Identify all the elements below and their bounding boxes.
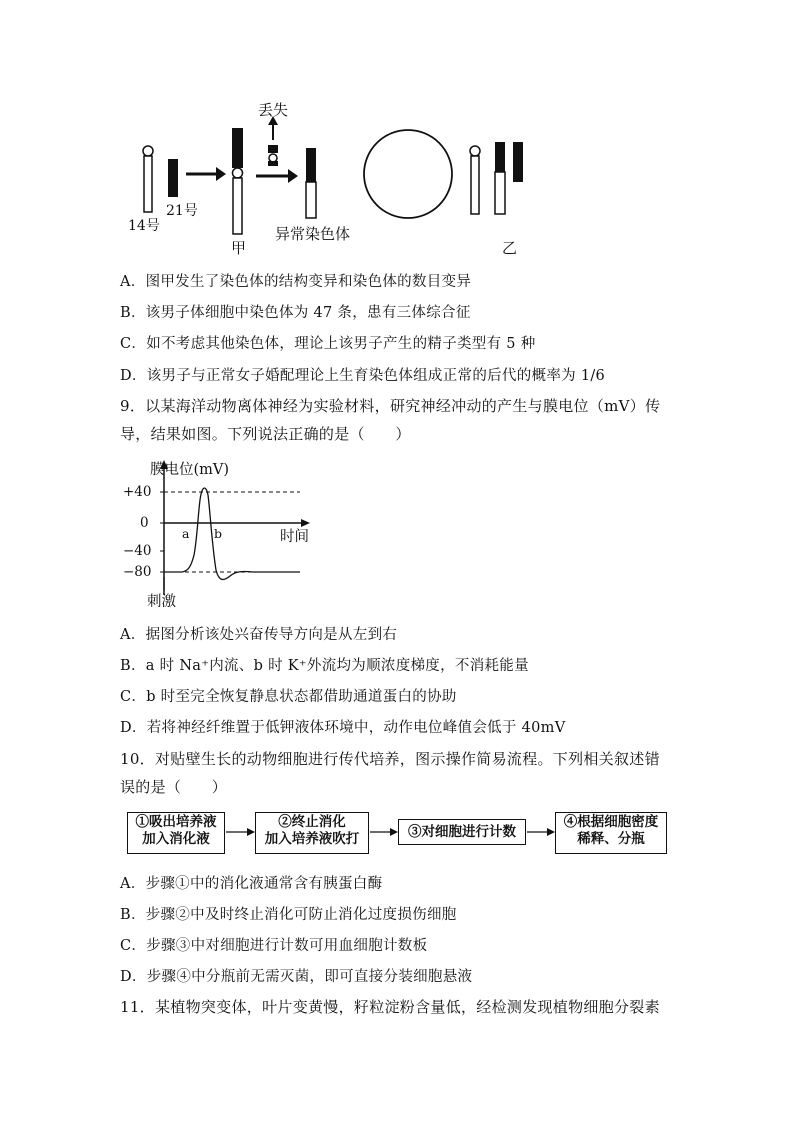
arrow-right-icon bbox=[256, 169, 298, 183]
arrow-right-icon bbox=[226, 828, 255, 836]
lost-fragment bbox=[268, 116, 278, 166]
q10-option-b: B．步骤②中及时终止消化可防止消化过度损伤细胞 bbox=[120, 907, 457, 923]
chromosome-21 bbox=[168, 159, 178, 197]
flow-step-2: ②终止消化 加入培养液吹打 bbox=[255, 812, 369, 854]
q9-stem-line1: 9．以某海洋动物离体神经为实验材料，研究神经冲动的产生与膜电位（mV）传 bbox=[120, 397, 661, 415]
label-jia: 甲 bbox=[231, 239, 247, 257]
tick-0: 0 bbox=[140, 515, 149, 531]
chart-stimulus-label: 刺激 bbox=[147, 594, 176, 610]
chart-ylabel: 膜电位(mV) bbox=[150, 462, 230, 478]
q10-option-d: D．步骤④中分瓶前无需灭菌，即可直接分装细胞悬液 bbox=[120, 969, 473, 985]
chromosome-14 bbox=[143, 146, 153, 212]
arrow-right-icon bbox=[527, 828, 555, 836]
q8-option-b: B．该男子体细胞中染色体为 47 条，患有三体综合征 bbox=[120, 305, 471, 321]
label-lost: 丢失 bbox=[258, 101, 289, 119]
cell-circle-yi bbox=[364, 130, 452, 218]
fused-chromosome bbox=[232, 128, 243, 234]
tick-minus40: −40 bbox=[123, 543, 152, 559]
q9-option-d: D．若将神经纤维置于低钾液体环境中，动作电位峰值会低于 40mV bbox=[120, 720, 566, 736]
chart-point-b: b bbox=[214, 526, 223, 541]
q10-stem-line2: 误的是（ ） bbox=[120, 778, 228, 796]
q10-stem-line1: 10．对贴壁生长的动物细胞进行传代培养，图示操作简易流程。下列相关叙述错 bbox=[120, 750, 660, 768]
tick-plus40: +40 bbox=[123, 484, 152, 500]
q9-option-b: B．a 时 Na⁺内流、b 时 K⁺外流均为顺浓度梯度，不消耗能量 bbox=[120, 658, 529, 674]
q11-stem-line1: 11．某植物突变体，叶片变黄慢，籽粒淀粉含量低，经检测发现植物细胞分裂素 bbox=[120, 998, 660, 1016]
q10-option-a: A．步骤①中的消化液通常含有胰蛋白酶 bbox=[120, 876, 383, 892]
q8-option-a: A．图甲发生了染色体的结构变异和染色体的数目变异 bbox=[120, 274, 472, 290]
q9-option-a: A．据图分析该处兴奋传导方向是从左到右 bbox=[120, 627, 398, 643]
chart-xlabel: 时间 bbox=[280, 529, 309, 545]
label-chromosome-21: 21号 bbox=[166, 203, 198, 219]
label-yi: 乙 bbox=[502, 239, 518, 257]
q9-option-c: C．b 时至完全恢复静息状态都借助通道蛋白的协助 bbox=[120, 689, 457, 705]
q9-stem-line2: 导，结果如图。下列说法正确的是（ ） bbox=[120, 425, 411, 443]
abnormal-chromosome bbox=[306, 148, 316, 218]
flow-step-1: ①吸出培养液 加入消化液 bbox=[127, 812, 225, 854]
q10-option-c: C．步骤③中对细胞进行计数可用血细胞计数板 bbox=[120, 938, 428, 954]
arrow-right-icon bbox=[370, 828, 398, 836]
q8-option-d: D．该男子与正常女子婚配理论上生育染色体组成正常的后代的概率为 1/6 bbox=[120, 368, 606, 384]
flow-step-4: ④根据细胞密度 稀释、分瓶 bbox=[555, 812, 667, 854]
tick-minus80: −80 bbox=[123, 564, 152, 580]
label-chromosome-14: 14号 bbox=[128, 218, 160, 234]
chart-point-a: a bbox=[182, 526, 190, 541]
flow-step-3: ③对细胞进行计数 bbox=[398, 819, 526, 845]
label-abnormal-chromosome: 异常染色体 bbox=[275, 225, 351, 243]
arrow-right-icon bbox=[186, 167, 226, 181]
q8-option-c: C．如不考虑其他染色体，理论上该男子产生的精子类型有 5 种 bbox=[120, 336, 536, 352]
flow-arrows bbox=[225, 824, 555, 840]
cell-yi-contents bbox=[465, 136, 535, 220]
